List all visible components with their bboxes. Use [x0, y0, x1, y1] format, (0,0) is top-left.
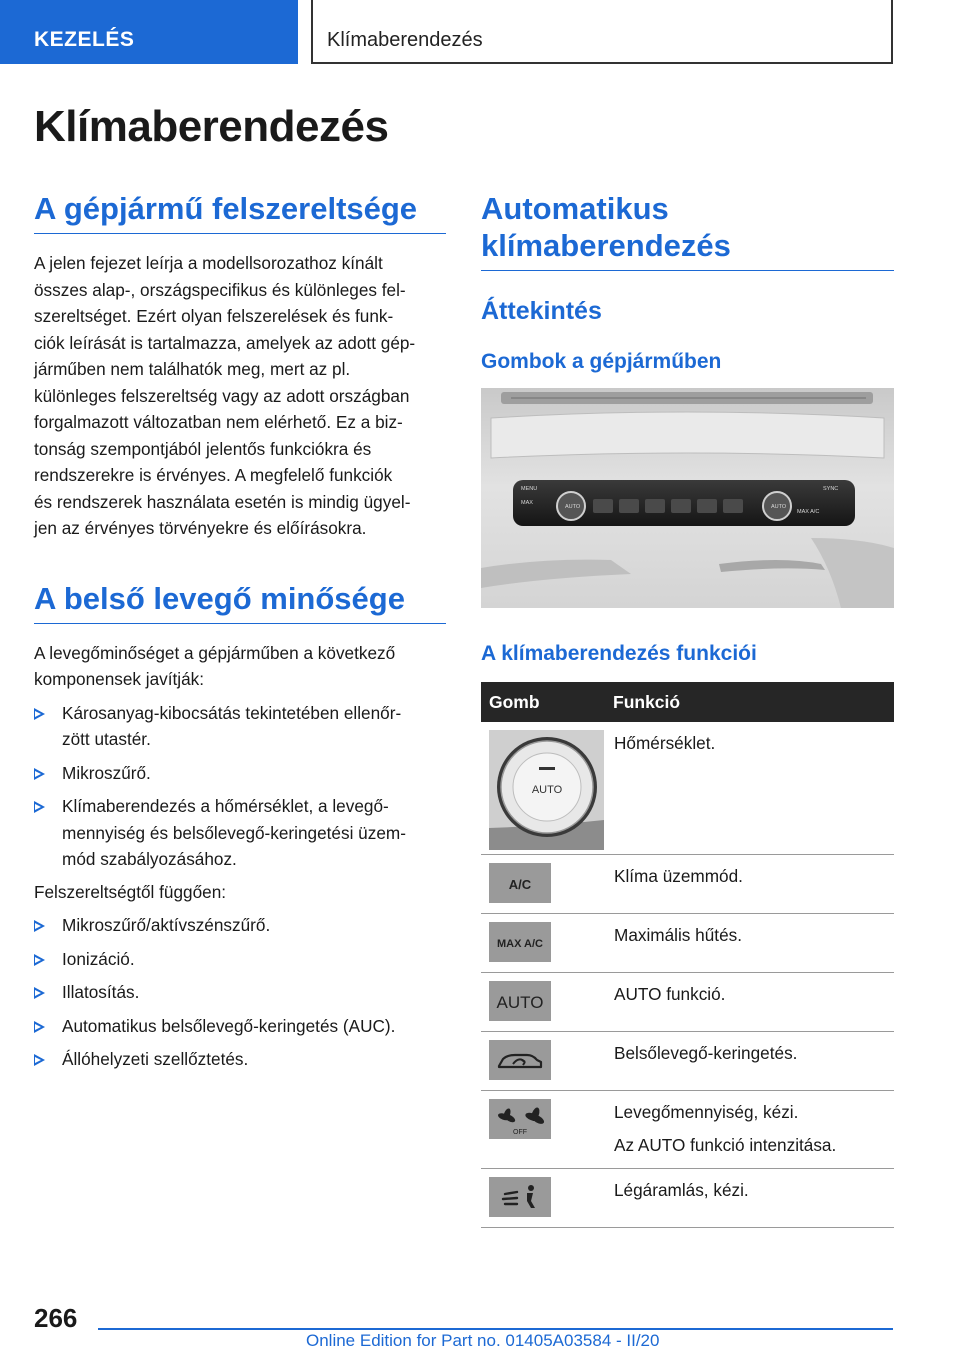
panel-label-auto-right: AUTO [771, 504, 787, 511]
bullet-triangle-icon [34, 801, 45, 813]
bullet-triangle-icon [34, 1054, 45, 1066]
column-header-function: Funkció [613, 682, 894, 722]
bullet-triangle-icon [34, 708, 45, 720]
auto-button-icon [489, 981, 551, 1021]
header-section-label: KEZELÉS [34, 28, 135, 51]
heading-functions: A klímaberendezés funkciói [481, 642, 757, 666]
table-row [481, 722, 894, 855]
column-header-button: Gomb [481, 682, 613, 722]
header-section-tab [0, 0, 298, 64]
table-row [481, 973, 894, 1032]
svg-text:MAX A/C: MAX A/C [496, 938, 544, 951]
list-item: Automatikus belsőlevegő-keringetés (AUC). [34, 1013, 446, 1040]
equipment-paragraph: A jelen fejezet leírja a modellsorozathoz kínált összes alap-, országspecifikus és különleges fel- szereltséget. Ezért olyan felszerelések és funk- ciók leírását is tartalmazza, amelyek az adott gép- járműben nem találhatók meg, mert az pl. különleges felszereltség vagy az adott országban forgalmazott változatban nem elérhető. Ez a biz- tonság szempontjából jelentős funkciókra és rendszerekre is érvényes. A megfelelő funkciók és rendszerek használata esetén is mindig ügyel- jen az érvényes törvényekre és előírásokra. [34, 253, 416, 539]
right-column [481, 190, 894, 1228]
heading-equipment: A gépjármű felszereltsége [34, 190, 446, 234]
panel-label-max: MAX [521, 500, 533, 507]
table-row [481, 914, 894, 973]
header-chapter-box [311, 0, 893, 64]
table-row [481, 855, 894, 914]
climate-panel-photo [481, 388, 894, 608]
bullet-triangle-icon [34, 987, 45, 999]
bullet-triangle-icon [34, 1021, 45, 1033]
function-text: Levegőmennyiség, kézi. [614, 1102, 799, 1123]
max-ac-button-icon [489, 922, 551, 962]
fan-speed-icon [489, 1099, 551, 1139]
svg-text:A/C: A/C [508, 877, 532, 893]
panel-label-sync: SYNC [823, 486, 839, 493]
list-item: Illatosítás. [34, 979, 446, 1006]
page-title: Klímaberendezés [34, 102, 389, 151]
optional-label: Felszereltségtől függően: [34, 881, 227, 902]
page-number: 266 [34, 1303, 78, 1333]
list-item: Károsanyag-kibocsátás tekintetében ellenőr- zött utastér. [34, 700, 446, 753]
panel-label-menu: MENU [521, 486, 538, 493]
functions-table [481, 682, 894, 1228]
left-column [34, 190, 446, 1073]
function-text: Belsőlevegő-keringetés. [614, 1043, 798, 1064]
header-chapter-label: Klímaberendezés [327, 29, 483, 51]
heading-buttons: Gombok a gépjárműben [481, 350, 722, 374]
footer-divider [98, 1328, 893, 1330]
footer-edition-text: Online Edition for Part no. 01405A03584 - II/20 [306, 1331, 660, 1350]
table-row [481, 1032, 894, 1091]
optional-equipment-list [34, 912, 446, 1073]
ac-button-icon [489, 863, 551, 903]
panel-label-max-ac: MAX A/C [797, 509, 820, 516]
function-text: Maximális hűtés. [614, 925, 742, 946]
recirculation-icon [489, 1040, 551, 1080]
list-item: Mikroszűrő. [34, 760, 446, 787]
heading-air-quality: A belső levegő minősége [34, 580, 446, 624]
function-text: AUTO funkció. [614, 984, 726, 1005]
table-header-row [481, 682, 894, 722]
function-text: Klíma üzemmód. [614, 866, 743, 887]
function-text: Hőmérséklet. [614, 733, 716, 754]
temperature-knob-icon [489, 730, 604, 850]
panel-label-auto-left: AUTO [565, 504, 581, 511]
function-text: Légáramlás, kézi. [614, 1180, 749, 1201]
list-item: Állóhelyzeti szellőztetés. [34, 1046, 446, 1073]
svg-text:AUTO: AUTO [531, 784, 563, 797]
heading-overview: Áttekintés [481, 297, 602, 326]
list-item: Klímaberendezés a hőmérséklet, a levegő- mennyiség és belsőlevegő-keringetési üzem- mód szabályozásához. [34, 793, 446, 873]
air-components-list [34, 700, 446, 873]
bullet-triangle-icon [34, 920, 45, 932]
air-intro: A levegőminőséget a gépjárműben a következő komponensek javítják: [34, 642, 396, 690]
bullet-triangle-icon [34, 954, 45, 966]
heading-auto-climate: Automatikus klímaberendezés [481, 190, 894, 271]
bullet-triangle-icon [34, 768, 45, 780]
list-item: Ionizáció. [34, 946, 446, 973]
svg-text:AUTO: AUTO [496, 993, 544, 1013]
list-item: Mikroszűrő/aktívszénszűrő. [34, 912, 446, 939]
svg-text:OFF: OFF [513, 1129, 527, 1137]
table-row [481, 1091, 894, 1169]
table-row [481, 1169, 894, 1228]
air-distribution-icon [489, 1177, 551, 1217]
function-text: Az AUTO funkció intenzitása. [614, 1134, 837, 1155]
